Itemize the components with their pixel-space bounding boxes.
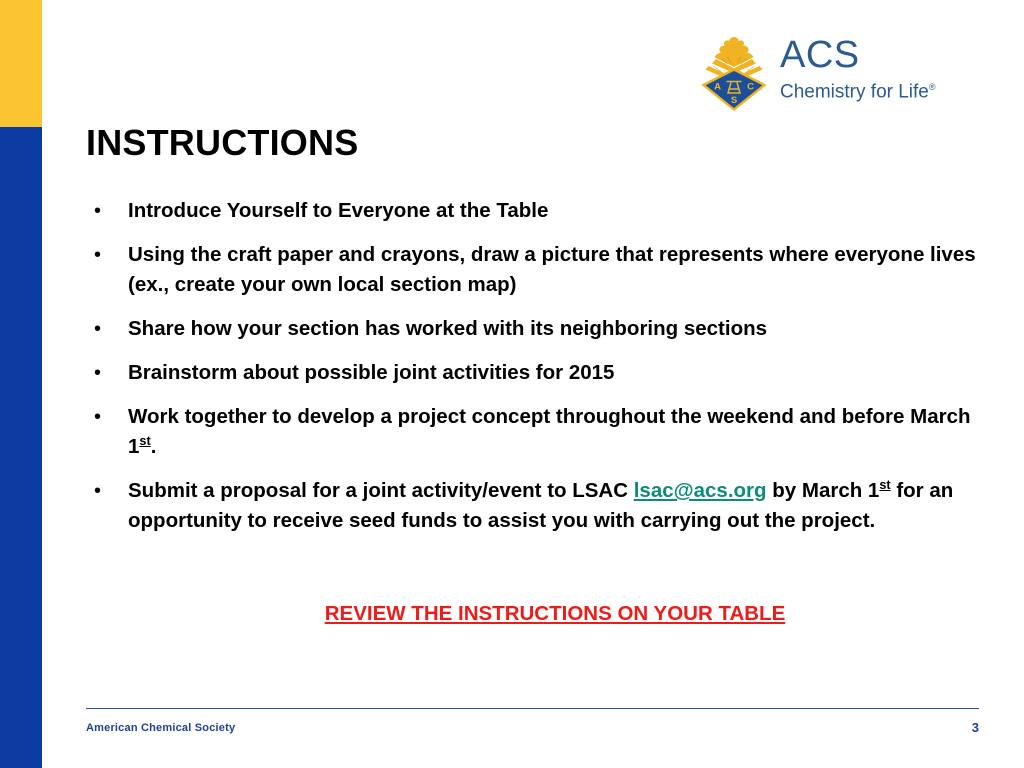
registered-mark: ® [928, 82, 936, 92]
bullet-text [128, 240, 981, 300]
instructions-bullet-list [86, 196, 981, 550]
bullet-marker-icon: • [94, 480, 102, 502]
svg-text:A: A [714, 81, 721, 93]
acs-wordmark: ACS [780, 34, 860, 76]
bullet-item [86, 402, 981, 462]
lsac-email-link[interactable]: lsac@acs.org [633, 479, 767, 502]
ordinal-suffix: st [139, 433, 151, 449]
text-run: Introduce Yourself to Everyone at the Table [128, 199, 549, 222]
bullet-item [86, 476, 981, 536]
acs-tagline [780, 76, 936, 103]
bullet-marker-icon: • [94, 406, 102, 428]
bullet-text [128, 196, 981, 226]
bullet-marker-icon: • [94, 362, 102, 384]
svg-text:C: C [747, 81, 754, 93]
bullet-text [128, 358, 981, 388]
acs-logo-wordmark-group [780, 33, 936, 103]
text-run: by March 1 [766, 479, 880, 502]
acs-diamond-emblem-icon [694, 33, 774, 111]
bullet-marker-icon: • [94, 200, 102, 222]
text-run: Submit a proposal for a joint activity/event to LSAC [128, 479, 634, 502]
ordinal-suffix: st [879, 477, 891, 493]
bullet-marker-icon: • [94, 244, 102, 266]
text-run: Share how your section has worked with its neighboring sections [128, 317, 768, 340]
text-run: Using the craft paper and crayons, draw a picture that represents where everyone lives (ex., create your own local section map) [128, 243, 976, 296]
acs-logo [694, 33, 936, 113]
bullet-item [86, 196, 981, 226]
review-callout [130, 600, 980, 628]
text-run: for an opportunity to receive seed funds to assist you with carrying out the project. [128, 479, 954, 532]
bullet-text [128, 314, 981, 344]
bullet-text [128, 476, 981, 536]
bullet-item [86, 314, 981, 344]
text-run: . [150, 435, 157, 458]
bullet-marker-icon: • [94, 318, 102, 340]
footer-page-number: 3 [971, 720, 979, 735]
text-run: Brainstorm about possible joint activities for 2015 [128, 361, 615, 384]
acs-tagline-text: Chemistry for Life [780, 81, 929, 103]
text-run: Work together to develop a project concept throughout the weekend and before March 1 [128, 405, 971, 458]
footer-divider [86, 708, 979, 709]
page-title: INSTRUCTIONS [86, 122, 359, 164]
bullet-text [128, 402, 981, 462]
bullet-item [86, 240, 981, 300]
svg-text:S: S [730, 95, 738, 106]
left-accent-blue-bar [0, 127, 42, 768]
bullet-item [86, 358, 981, 388]
footer-organization: American Chemical Society [86, 722, 236, 734]
left-accent-gold-bar [0, 0, 42, 127]
review-callout-text: REVIEW THE INSTRUCTIONS ON YOUR TABLE [324, 602, 786, 625]
